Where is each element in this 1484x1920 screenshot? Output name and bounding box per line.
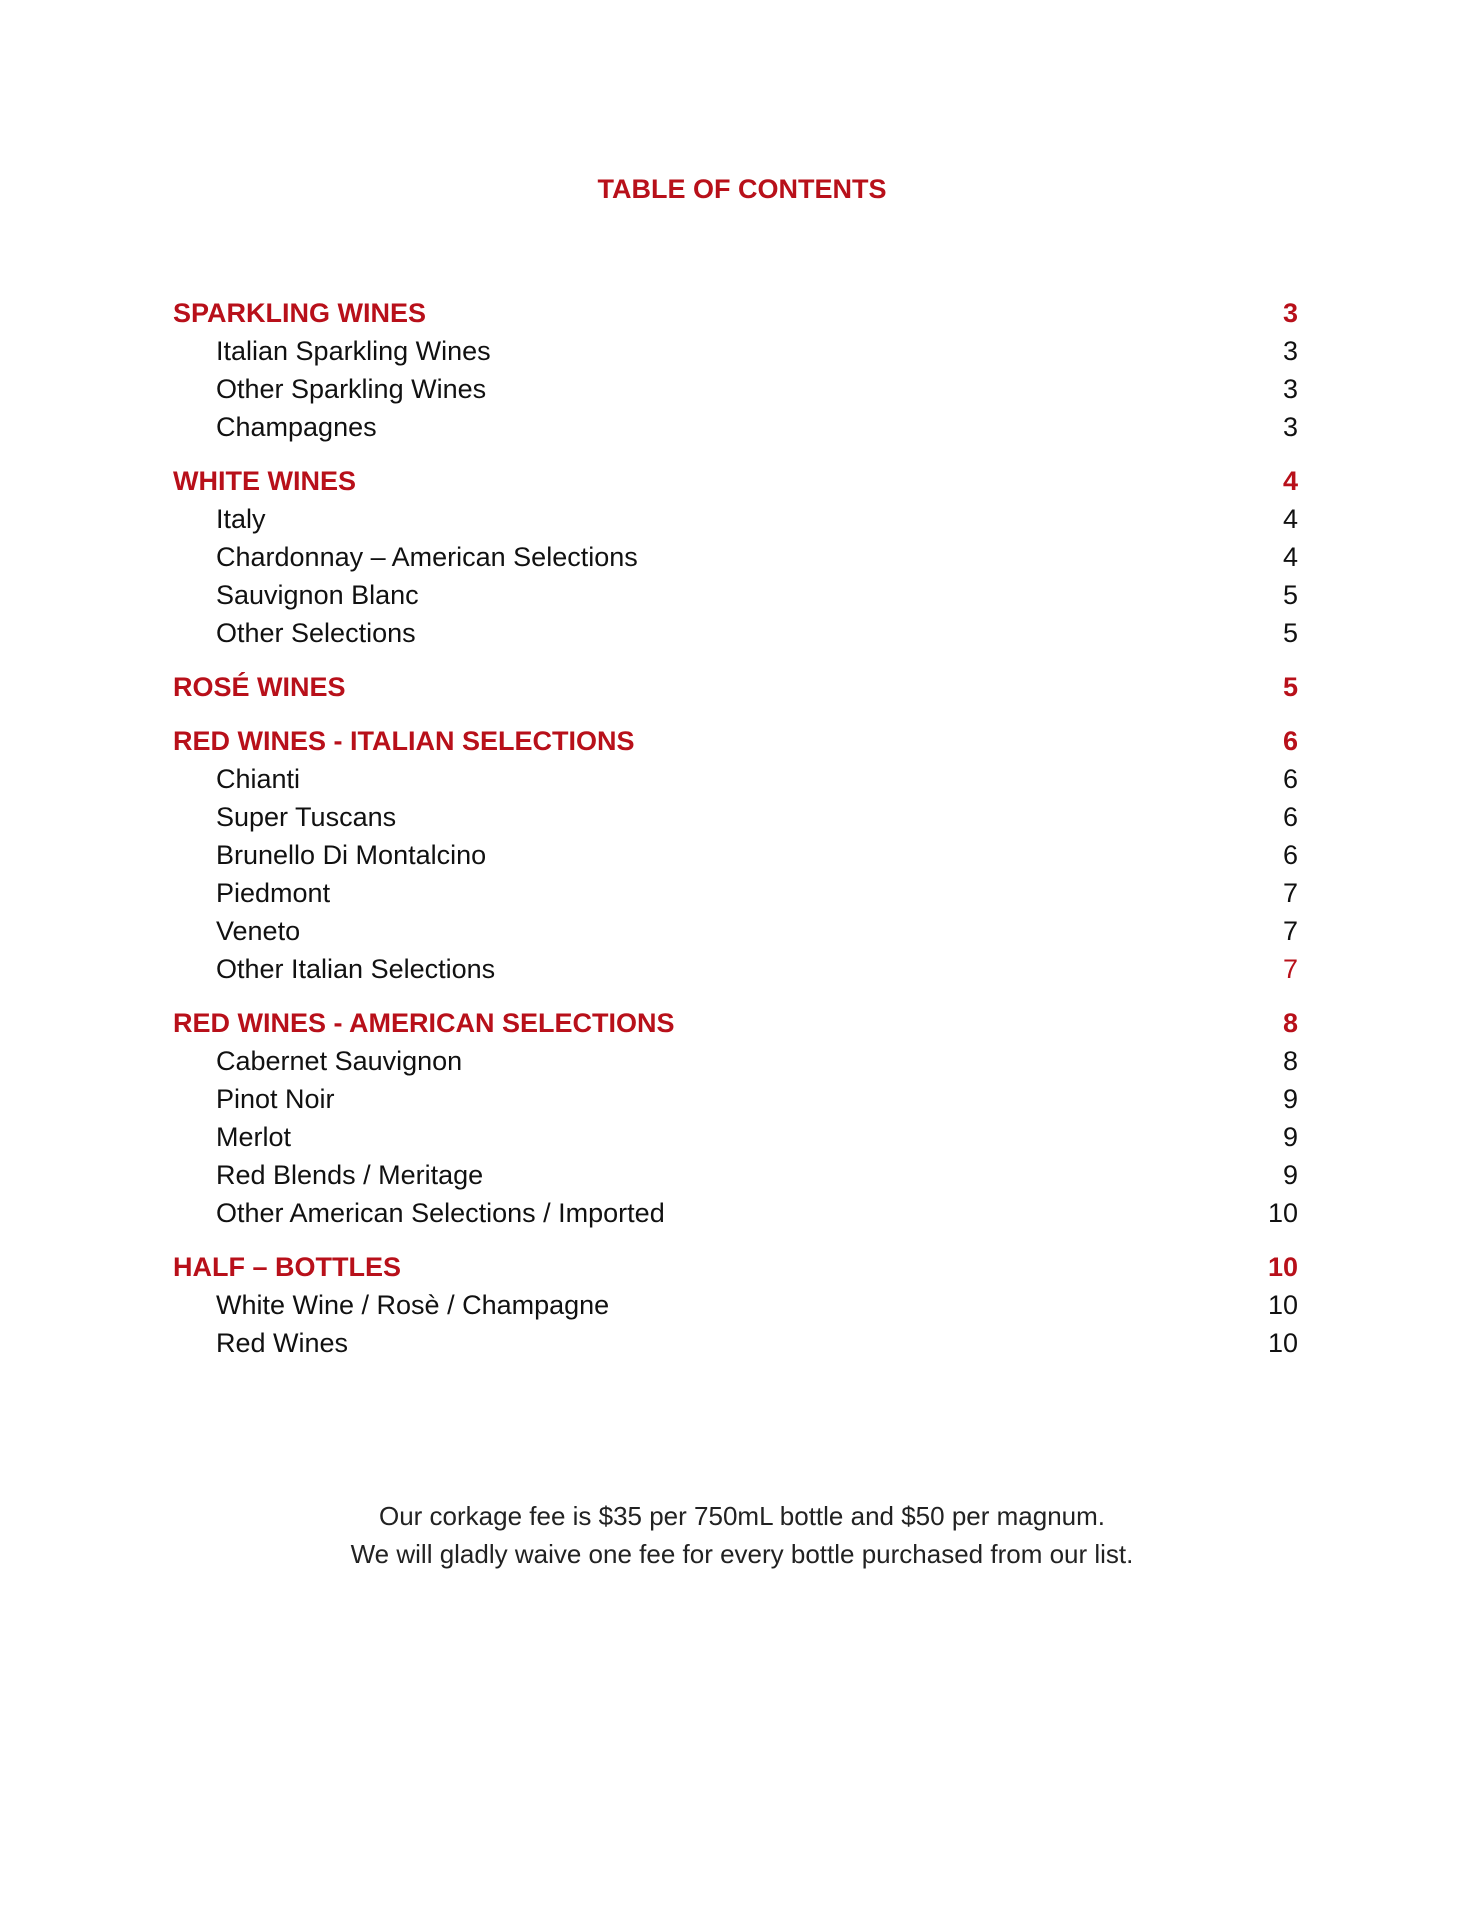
toc-item-label: Piedmont	[216, 878, 331, 908]
toc-item-page: 6	[1282, 764, 1298, 794]
toc-item-label: Other American Selections / Imported	[216, 1198, 665, 1228]
toc-item-label: Red Wines	[216, 1328, 349, 1358]
toc-item[interactable]	[173, 576, 1298, 614]
toc-item[interactable]	[173, 836, 1298, 874]
toc-section-rose	[173, 668, 1298, 706]
toc-item-page: 10	[1267, 1198, 1298, 1228]
toc-section-sparkling	[173, 294, 1298, 446]
toc-item-label: Sauvignon Blanc	[216, 580, 419, 610]
toc-item-label: Merlot	[216, 1122, 292, 1152]
toc-item[interactable]	[173, 1080, 1298, 1118]
toc-item-page: 9	[1282, 1084, 1298, 1114]
toc-item-label: Champagnes	[216, 412, 377, 442]
toc-item-label: Chardonnay – American Selections	[216, 542, 638, 572]
toc-item[interactable]	[173, 874, 1298, 912]
corkage-note	[0, 1497, 1484, 1573]
toc-section-white	[173, 462, 1298, 652]
toc-heading-label: RED WINES - AMERICAN SELECTIONS	[173, 1008, 675, 1038]
toc-item[interactable]	[173, 332, 1298, 370]
toc-item-page: 3	[1282, 374, 1298, 404]
toc-item[interactable]	[173, 1194, 1298, 1232]
toc-item-label: Chianti	[216, 764, 301, 794]
toc-item[interactable]	[173, 912, 1298, 950]
toc-item-page: 7	[1282, 878, 1298, 908]
toc-item-page: 5	[1282, 618, 1298, 648]
toc-heading-page: 10	[1267, 1252, 1298, 1282]
toc-item-page: 3	[1282, 412, 1298, 442]
toc-heading[interactable]	[173, 462, 1298, 500]
toc-item-page: 7	[1282, 954, 1298, 984]
toc-item-label: Italy	[216, 504, 266, 534]
toc-heading[interactable]	[173, 668, 1298, 706]
corkage-note-line-1: Our corkage fee is $35 per 750mL bottle and $50 per magnum.	[378, 1501, 1106, 1531]
toc-section-red-american	[173, 1004, 1298, 1232]
toc-item-label: Veneto	[216, 916, 301, 946]
toc-item[interactable]	[173, 1118, 1298, 1156]
toc-section-half-bottles	[173, 1248, 1298, 1362]
toc-heading[interactable]	[173, 1248, 1298, 1286]
toc-heading-page: 4	[1282, 466, 1298, 496]
toc-heading-label: SPARKLING WINES	[173, 298, 427, 328]
toc-heading-page: 8	[1282, 1008, 1298, 1038]
page-title: TABLE OF CONTENTS	[597, 174, 887, 204]
toc-item-page: 6	[1282, 840, 1298, 870]
toc-heading-label: HALF – BOTTLES	[173, 1252, 401, 1282]
toc-item-page: 7	[1282, 916, 1298, 946]
toc-item-page: 6	[1282, 802, 1298, 832]
toc-item-label: Other Sparkling Wines	[216, 374, 487, 404]
toc-item-label: Other Italian Selections	[216, 954, 496, 984]
toc-item-page: 10	[1267, 1290, 1298, 1320]
table-of-contents	[173, 294, 1298, 1378]
toc-item[interactable]	[173, 614, 1298, 652]
toc-heading-label: ROSÉ WINES	[173, 672, 346, 702]
toc-heading[interactable]	[173, 722, 1298, 760]
toc-heading-page: 6	[1282, 726, 1298, 756]
toc-item[interactable]	[173, 1324, 1298, 1362]
toc-item-page: 9	[1282, 1160, 1298, 1190]
toc-item-page: 9	[1282, 1122, 1298, 1152]
toc-item-label: Pinot Noir	[216, 1084, 335, 1114]
toc-item-label: Italian Sparkling Wines	[216, 336, 491, 366]
toc-item[interactable]	[173, 1042, 1298, 1080]
toc-item[interactable]	[173, 760, 1298, 798]
toc-item[interactable]	[173, 500, 1298, 538]
toc-heading-label: RED WINES - ITALIAN SELECTIONS	[173, 726, 635, 756]
toc-item-page: 4	[1282, 542, 1298, 572]
corkage-note-line-2: We will gladly waive one fee for every bottle purchased from our list.	[350, 1539, 1134, 1569]
toc-item[interactable]	[173, 798, 1298, 836]
toc-heading-page: 5	[1282, 672, 1298, 702]
toc-item[interactable]	[173, 1286, 1298, 1324]
toc-item[interactable]	[173, 1156, 1298, 1194]
toc-heading-page: 3	[1282, 298, 1298, 328]
toc-heading-label: WHITE WINES	[173, 466, 356, 496]
toc-section-red-italian	[173, 722, 1298, 988]
toc-item-label: Super Tuscans	[216, 802, 397, 832]
toc-item[interactable]	[173, 408, 1298, 446]
toc-item[interactable]	[173, 370, 1298, 408]
toc-item-label: White Wine / Rosè / Champagne	[216, 1290, 610, 1320]
toc-item-page: 3	[1282, 336, 1298, 366]
toc-heading[interactable]	[173, 1004, 1298, 1042]
toc-item-page: 5	[1282, 580, 1298, 610]
toc-item-label: Other Selections	[216, 618, 416, 648]
toc-item-label: Cabernet Sauvignon	[216, 1046, 463, 1076]
toc-item[interactable]	[173, 538, 1298, 576]
toc-item-label: Brunello Di Montalcino	[216, 840, 487, 870]
toc-item-label: Red Blends / Meritage	[216, 1160, 484, 1190]
toc-item-page: 8	[1282, 1046, 1298, 1076]
toc-item-page: 4	[1282, 504, 1298, 534]
toc-item-page: 10	[1267, 1328, 1298, 1358]
toc-item[interactable]	[173, 950, 1298, 988]
toc-heading[interactable]	[173, 294, 1298, 332]
